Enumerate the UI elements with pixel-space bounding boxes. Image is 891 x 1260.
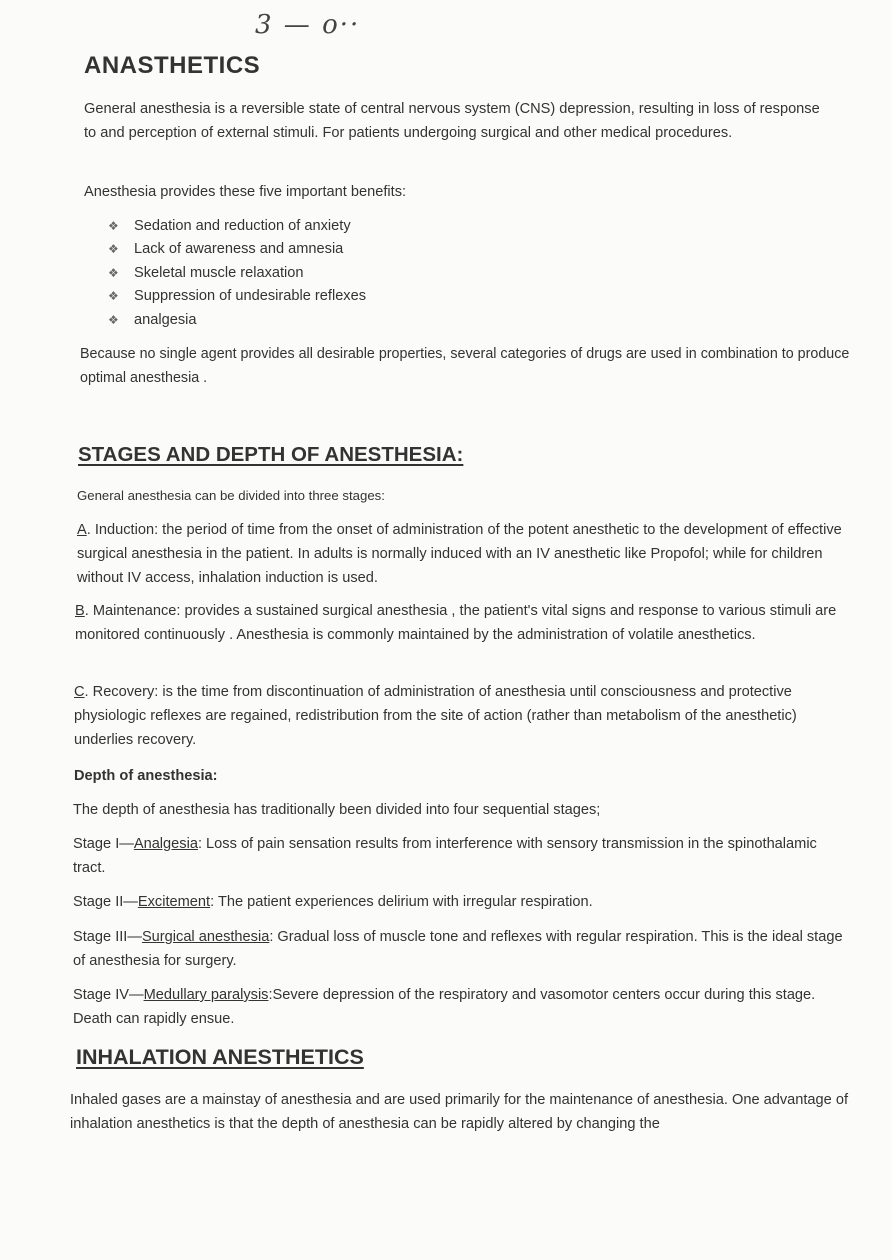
stage-prefix: Stage I— (73, 836, 134, 852)
stage-b-letter: B (75, 603, 85, 619)
list-item (108, 262, 366, 285)
diamond-bullet-icon: ❖ (108, 312, 119, 327)
depth-stage-1 (73, 832, 833, 880)
handwritten-note: 3 — o·· (255, 10, 361, 40)
stage-b-paragraph (75, 599, 850, 647)
stages-heading: STAGES AND DEPTH OF ANESTHESIA: (78, 443, 464, 466)
stage-name: Surgical anesthesia (141, 929, 270, 945)
stage-a-letter: A (77, 522, 87, 538)
depth-intro: The depth of anesthesia has traditionally been divided into four sequential stages; (73, 802, 601, 818)
benefit-text: Suppression of undesirable reflexes (134, 288, 367, 305)
benefits-list (108, 215, 366, 332)
benefit-text: Lack of awareness and amnesia (134, 241, 344, 258)
intro-paragraph: General anesthesia is a reversible state of central nervous system (CNS) depression, resulting in loss of response to and perception of external stimuli. For patients undergoing surgical and other medical procedures. (84, 101, 820, 141)
benefit-text: Skeletal muscle relaxation (134, 264, 304, 281)
list-item (108, 238, 366, 261)
stage-a-text: . Induction: the period of time from the onset of administration of the potent anesthetic to the development of effective surgical anesthesia in the patient. In adults is normally induced with an IV anesthetic like Propofol; while for children without IV access, inhalation induction is used. (77, 522, 842, 586)
page-title: ANASTHETICS (84, 52, 261, 79)
stage-c-paragraph (74, 680, 849, 752)
stages-intro: General anesthesia can be divided into three stages: (77, 488, 385, 503)
diamond-bullet-icon: ❖ (108, 219, 119, 233)
stage-text: :Severe depression of the respiratory and vasomotor centers occur during this stage. Death can rapidly ensue. (73, 987, 816, 1027)
stage-prefix: Stage IV— (73, 987, 144, 1003)
stage-prefix: Stage III— (73, 929, 142, 945)
diamond-bullet-icon: ❖ (108, 242, 119, 257)
stage-b-text: . Maintenance: provides a sustained surgical anesthesia , the patient's vital signs and response to various stimuli are monitored continuously . Anesthesia is commonly maintained by the administration of volatile anesthetics. (75, 603, 837, 643)
inhalation-heading: INHALATION ANESTHETICS (76, 1045, 364, 1069)
stage-c-text: . Recovery: is the time from discontinuation of administration of anesthesia until consciousness and protective physiologic reflexes are regained, redistribution from the site of action (rather than metabolism of the anesthetic) underlies recovery. (74, 684, 797, 748)
stage-name: Analgesia (133, 836, 198, 852)
depth-stage-2 (73, 890, 843, 914)
combination-paragraph: Because no single agent provides all desirable properties, several categories of drugs are used in combination to produce optimal anesthesia . (80, 346, 850, 386)
stage-c-letter: C (74, 684, 85, 700)
list-item (108, 215, 366, 238)
stage-prefix: Stage II— (73, 894, 138, 910)
depth-heading: Depth of anesthesia: (74, 768, 218, 784)
inhalation-paragraph: Inhaled gases are a mainstay of anesthesia and are used primarily for the maintenance of anesthesia. One advantage of inhalation anesthetics is that the depth of anesthesia can be rapidly altered by changing the (70, 1092, 849, 1132)
benefit-text: analgesia (134, 311, 197, 328)
stage-text: : The patient experiences delirium with irregular respiration. (210, 894, 593, 910)
stage-text: : Gradual loss of muscle tone and reflexes with regular respiration. This is the ideal stage of anesthesia for surgery. (73, 929, 843, 969)
stage-name: Medullary paralysis (143, 987, 269, 1003)
list-item (108, 285, 366, 308)
diamond-bullet-icon: ❖ (108, 265, 119, 280)
stage-a-paragraph (77, 518, 847, 590)
benefit-text: Sedation and reduction of anxiety (134, 218, 351, 234)
list-item (108, 309, 366, 332)
depth-stage-3 (73, 925, 848, 973)
diamond-bullet-icon: ❖ (108, 289, 119, 304)
stage-text: : Loss of pain sensation results from interference with sensory transmission in the spinothalamic tract. (73, 836, 817, 876)
depth-stage-4 (73, 983, 833, 1031)
stage-name: Excitement (137, 894, 211, 910)
benefits-intro: Anesthesia provides these five important benefits: (84, 184, 407, 200)
